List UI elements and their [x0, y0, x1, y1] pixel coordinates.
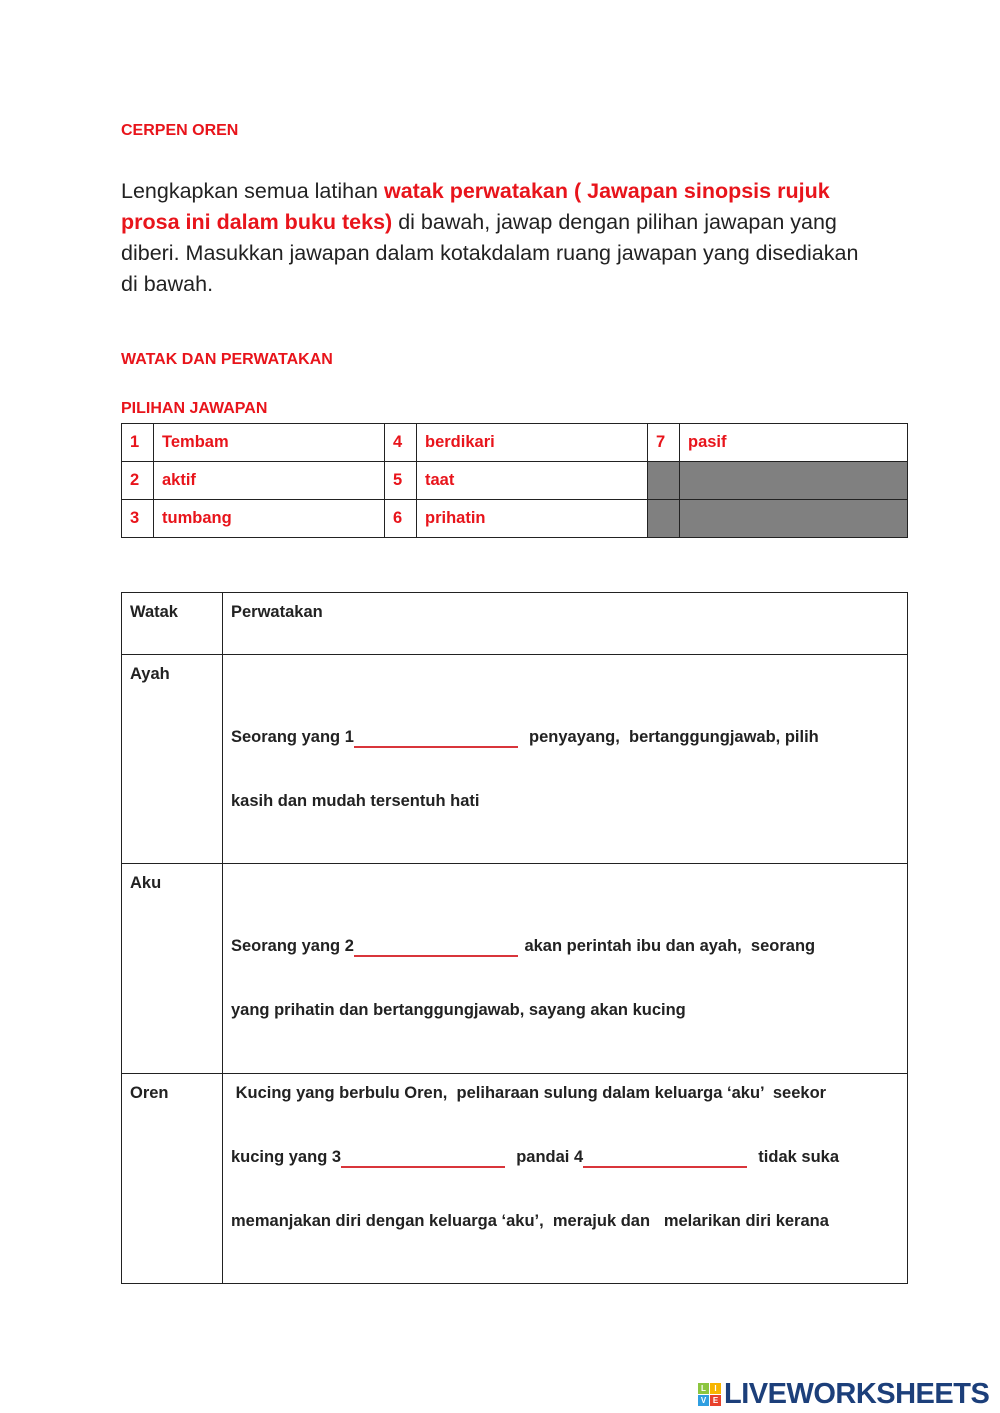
text: akan perintah ibu dan ayah, seorang	[519, 937, 816, 955]
liveworksheets-logo	[698, 1378, 989, 1411]
logo-letter: V	[698, 1395, 709, 1406]
option-number: 7	[648, 424, 680, 462]
option-label: prihatin	[417, 500, 648, 538]
option-number: 4	[385, 424, 417, 462]
table-row-ayah	[122, 655, 908, 864]
text: Kucing yang berbulu Oren, peliharaan sulung dalam keluarga ‘aku’ seekor	[231, 1084, 827, 1102]
instructions	[121, 176, 861, 300]
option-label: Tembam	[154, 424, 385, 462]
option-label: aktif	[154, 462, 385, 500]
worksheet-title: CERPEN OREN	[121, 122, 239, 139]
answer-input-3[interactable]	[341, 1150, 505, 1168]
empty-cell	[648, 462, 680, 500]
logo-letter: I	[710, 1383, 721, 1394]
option-label: pasif	[680, 424, 908, 462]
text: tidak suka	[749, 1148, 840, 1166]
text: kucing yang 3	[231, 1148, 342, 1166]
empty-cell	[648, 500, 680, 538]
option-number: 3	[122, 500, 154, 538]
header-perwatakan: Perwatakan	[223, 593, 908, 655]
option-label: taat	[417, 462, 648, 500]
options-heading: PILIHAN JAWAPAN	[121, 400, 268, 417]
option-number: 5	[385, 462, 417, 500]
option-label: tumbang	[154, 500, 385, 538]
text: penyayang, bertanggungjawab, pilih	[519, 728, 819, 746]
table-row-oren	[122, 1074, 908, 1284]
logo-icon	[698, 1383, 721, 1406]
logo-text: LIVEWORKSHEETS	[724, 1378, 990, 1410]
answer-input-1[interactable]	[354, 730, 518, 748]
character-name: Oren	[122, 1074, 223, 1284]
header-watak: Watak	[122, 593, 223, 655]
table-header-row	[122, 593, 908, 655]
option-label: berdikari	[417, 424, 648, 462]
table-row	[122, 462, 908, 500]
instructions-text: Lengkapkan semua latihan	[121, 179, 384, 203]
character-name: Ayah	[122, 655, 223, 864]
answer-input-2[interactable]	[354, 939, 518, 957]
empty-cell	[680, 500, 908, 538]
text: Seorang yang 2	[231, 937, 354, 955]
option-number: 6	[385, 500, 417, 538]
logo-letter: E	[710, 1395, 721, 1406]
logo-letter: L	[698, 1383, 709, 1394]
section-heading: WATAK DAN PERWATAKAN	[121, 351, 333, 368]
table-row	[122, 500, 908, 538]
option-number: 1	[122, 424, 154, 462]
answer-input-4[interactable]	[583, 1150, 747, 1168]
text: kasih dan mudah tersentuh hati	[231, 792, 480, 810]
character-name: Aku	[122, 864, 223, 1074]
table-row-aku	[122, 864, 908, 1074]
option-number: 2	[122, 462, 154, 500]
answer-options-table	[121, 423, 908, 538]
text: pandai 4	[507, 1148, 584, 1166]
text: memanjakan diri dengan keluarga ‘aku’, merajuk dan melarikan diri kerana	[231, 1212, 829, 1230]
table-row	[122, 424, 908, 462]
text: yang prihatin dan bertanggungjawab, sayang akan kucing	[231, 1001, 686, 1019]
instructions-highlight: watak perwatakan ( Jawapan sinopsis rujuk prosa ini dalam buku teks)	[121, 179, 830, 234]
empty-cell	[680, 462, 908, 500]
character-table	[121, 592, 908, 1284]
instructions-text-2: di bawah, jawap dengan pilihan jawapan yang diberi. Masukkan jawapan dalam kotakdalam ruang jawapan yang disediakan di bawah.	[121, 210, 859, 296]
text: Seorang yang 1	[231, 728, 354, 746]
